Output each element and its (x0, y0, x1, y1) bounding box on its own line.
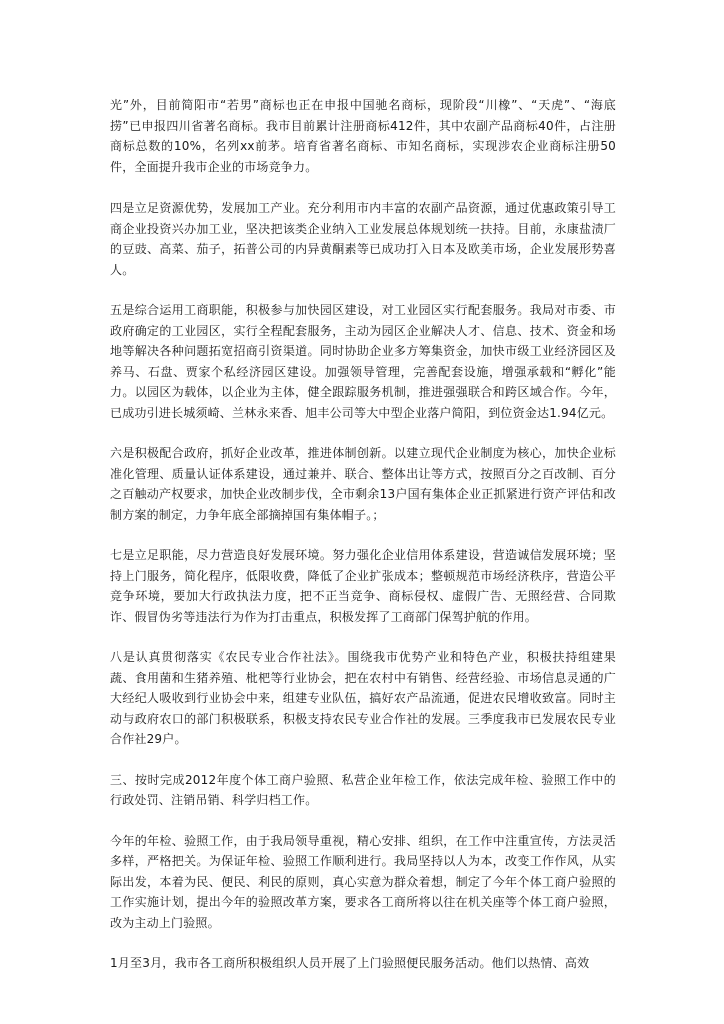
paragraph-door-to-door-service: 1月至3月，我市各工商所积极组织人员开展了上门验照便民服务活动。他们以热情、高效 (110, 956, 590, 970)
paragraph-processing-industry: 四是立足资源优势，发展加工产业。充分利用市内丰富的农副产品资源，通过优惠政策引导工商企业投资兴办加工业，坚决把该类企业纳入工业发展总体规划统一扶持。目前，永康盐渍厂的豆豉、高菜、茄子，拓普公司的内异黄酮素等已成功打入日本及欧美市场，企业发展形势喜人。 (110, 201, 616, 277)
document-page (110, 95, 616, 994)
paragraph-annual-inspection-heading: 三、按时完成2012年度个体工商户验照、私营企业年检工作，依法完成年检、验照工作中的行政处罚、注销吊销、科学归档工作。 (110, 772, 616, 807)
paragraph-development-environment: 七是立足职能，尽力营造良好发展环境。努力强化企业信用体系建设，营造诚信发展环境；坚持上门服务，简化程序，低限收费，降低了企业扩张成本；整顿规范市场经济秩序，营造公平竞争环境，要加大行政执法力度，把不正当竞争、商标侵权、虚假广告、无照经营、合同欺诈、假冒伪劣等违法行为作为打击重点，积极发挥了工商部门保驾护航的作用。 (110, 548, 616, 624)
paragraph-enterprise-reform: 六是积极配合政府，抓好企业改革，推进体制创新。以建立现代企业制度为核心，加快企业标准化管理、质量认证体系建设，通过兼并、联合、整体出让等方式，按照百分之百改制、百分之百触动产权要求，加快企业改制步伐，全市剩余13户国有集体企业正抓紧进行资产评估和改制方案的制定，力争年底全部摘掉国有集体帽子。； (110, 446, 616, 522)
paragraph-industrial-park: 五是综合运用工商职能，积极参与加快园区建设，对工业园区实行配套服务。我局对市委、市政府确定的工业园区，实行全程配套服务，主动为园区企业解决人才、信息、技术、资金和场地等解决各种问题拓宽招商引资渠道。同时协助企业多方筹集资金，加快市级工业经济园区及养马、石盘、贾家个私经济园区建设。加强领导管理，完善配套设施，增强承载和“孵化”能力。以园区为载体，以企业为主体，健全跟踪服务机制，推进强强联合和跨区域合作。今年，已成功引进长城须崎、兰林永来香、旭丰公司等大中型企业落户简阳，到位资金达1.94亿元。 (110, 303, 616, 420)
paragraph-inspection-work: 今年的年检、验照工作，由于我局领导重视，精心安排、组织，在工作中注重宣传，方法灵活多样，严格把关。为保证年检、验照工作顺利进行。我局坚持以人为本，改变工作作风，从实际出发，本着为民、便民、利民的原则，真心实意为群众着想，制定了今年个体工商户验照的工作实施计划，提出今年的验照改革方案，要求各工商所将以往在机关座等个体工商户验照，改为主动上门验照。 (110, 833, 616, 930)
paragraph-trademark: 光”外，目前简阳市“若男”商标也正在申报中国驰名商标，现阶段“川橡”、“天虎”、“海底捞”已申报四川省著名商标。我市目前累计注册商标412件，其中农副产品商标40件，占注册商标总数的10%，名列xx前茅。培育省著名商标、市知名商标，实现涉农企业商标注册50件，全面提升我市企业的市场竞争力。 (110, 98, 616, 174)
paragraph-cooperative-law: 八是认真贯彻落实《农民专业合作社法》。围绕我市优势产业和特色产业，积极扶持组建果蔬、食用菌和生猪养殖、枇杷等行业协会，把在农村中有销售、经营经验、市场信息灵通的广大经纪人吸收到行业协会中来，组建专业队伍，搞好农产品流通，促进农民增收致富。同时主动与政府农口的部门积极联系，积极支持农民专业合作社的发展。三季度我市已发展农民专业合作社29户。 (110, 650, 616, 746)
